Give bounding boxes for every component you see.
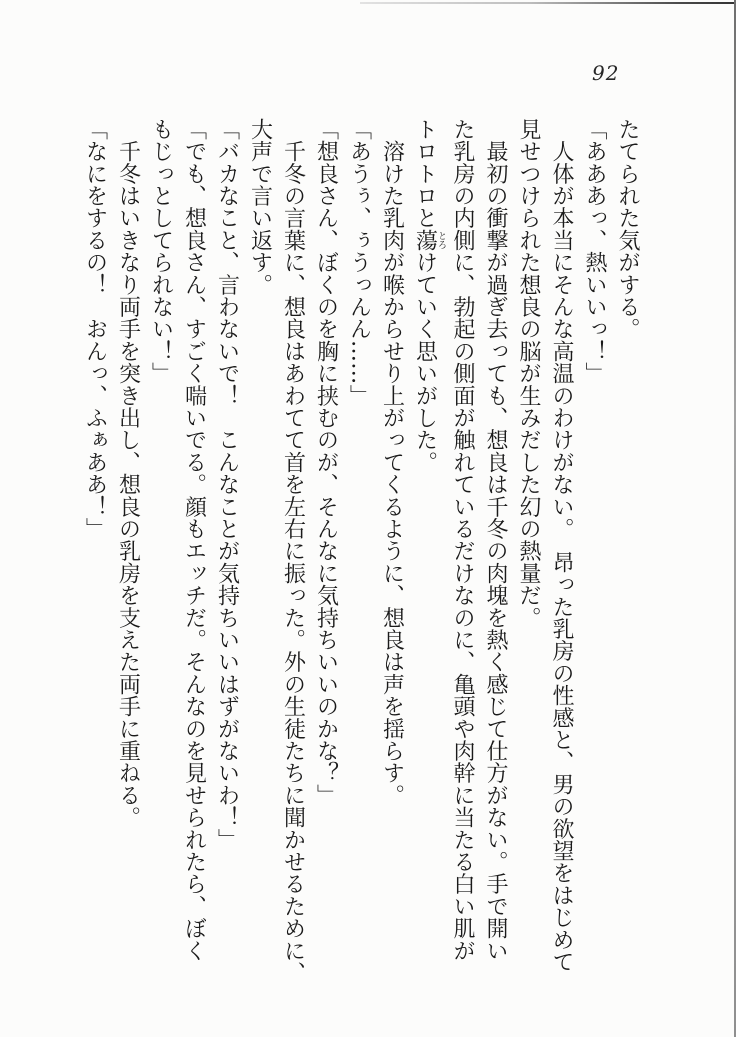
text-line: 千冬の言葉に、想良はあわてて首を左右に振った。外の生徒たちに聞かせるために、 [280, 118, 306, 984]
text-line: 「あああっ、熱いいっ！」 [582, 118, 607, 385]
text-line: 「バカなこと、言わないで！ こんなことが気持ちいいはずがないわ！」 [214, 118, 240, 851]
text-line: たてられた気がする。 [615, 118, 640, 340]
text-line: 「でも、想良さん、すごく喘いでる。顔もエッチだ。そんなのを見せられたら、ぼく [181, 118, 207, 962]
text-line: 大声で言い返す。 [247, 118, 273, 296]
text-block [79, 118, 645, 1003]
text-line: た乳房の内側に、勃起の側面が触れているだけなのに、亀頭や肉幹に当たる白い肌が [450, 118, 475, 962]
text-line: 「想良さん、ぼくのを胸に挟むのが、そんなに気持ちいいのかな？」 [313, 118, 339, 807]
text-line: 「なにをするの！ おんっ、ふぁああ！」 [82, 118, 108, 540]
text-line: 溶けた乳肉が喉からせり上がってくるように、想良は声を揺らす。 [379, 118, 405, 807]
page-number: 92 [592, 61, 620, 85]
text-line: 最初の衝撃が過ぎ去っても、想良は千冬の肉塊を熱く感じて仕方がない。手で開い [483, 118, 508, 962]
text-line: 見せつけられた想良の脳が生みだした幻の熱量だ。 [516, 118, 541, 629]
text-line: もじっとしてられない！」 [148, 118, 174, 385]
furigana: とろ [436, 229, 446, 252]
page-edge-top-line [360, 2, 736, 4]
text-line: 千冬はいきなり両手を突き出し、想良の乳房を支えた両手に重ねる。 [115, 118, 141, 829]
text-line: 人体が本当にそんな高温のわけがない。 昂った乳房の性感と、男の欲望をはじめて [549, 118, 574, 973]
text-line: トロトロと蕩とろけていく思いがした。 [412, 118, 446, 474]
text-line: 「あうぅ、ぅうっんん……」 [346, 118, 372, 407]
